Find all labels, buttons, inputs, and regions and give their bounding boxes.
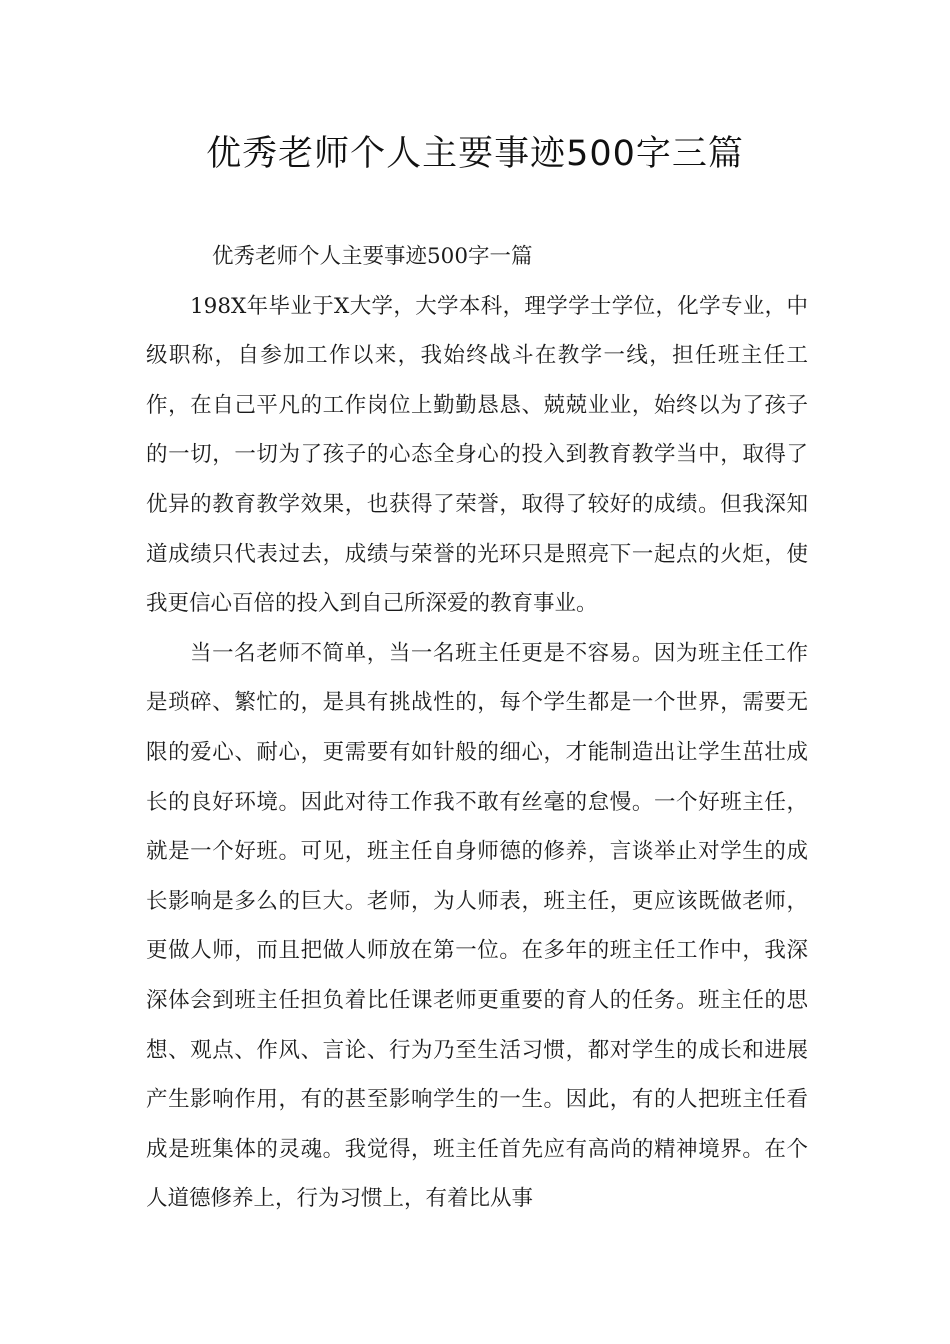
document-body xyxy=(146,232,808,1224)
document-title: 优秀老师个人主要事迹500字三篇 xyxy=(206,134,744,174)
paragraph-2: 当一名老师不简单，当一名班主任更是不容易。因为班主任工作是琐碎、繁忙的，是具有挑战性的，每个学生都是一个世界，需要无限的爱心、耐心，更需要有如针般的细心，才能制造出让学生茁壮成长的良好环境。因此对待工作我不敢有丝毫的怠慢。一个好班主任，就是一个好班。可见，班主任自身师德的修养，言谈举止对学生的成长影响是多么的巨大。老师，为人师表，班主任，更应该既做老师，更做人师，而且把做人师放在第一位。在多年的班主任工作中，我深深体会到班主任担负着比任课老师更重要的育人的任务。班主任的思想、观点、作风、言论、行为乃至生活习惯，都对学生的成长和进展产生影响作用，有的甚至影响学生的一生。因此，有的人把班主任看成是班集体的灵魂。我觉得，班主任首先应有高尚的精神境界。在个人道德修养上，行为习惯上，有着比从事 xyxy=(146,640,808,1212)
paragraph-1: 198X年毕业于X大学，大学本科，理学学士学位，化学专业，中级职称，自参加工作以来，我始终战斗在教学一线，担任班主任工作，在自己平凡的工作岗位上勤勤恳恳、兢兢业业，始终以为了孩子的一切，一切为了孩子的心态全身心的投入到教育教学当中，取得了优异的教育教学效果，也获得了荣誉，取得了较好的成绩。但我深知道成绩只代表过去，成绩与荣誉的光环只是照亮下一起点的火炬，使我更信心百倍的投入到自己所深爱的教育事业。 xyxy=(146,293,808,617)
section-subtitle: 优秀老师个人主要事迹500字一篇 xyxy=(212,244,533,269)
